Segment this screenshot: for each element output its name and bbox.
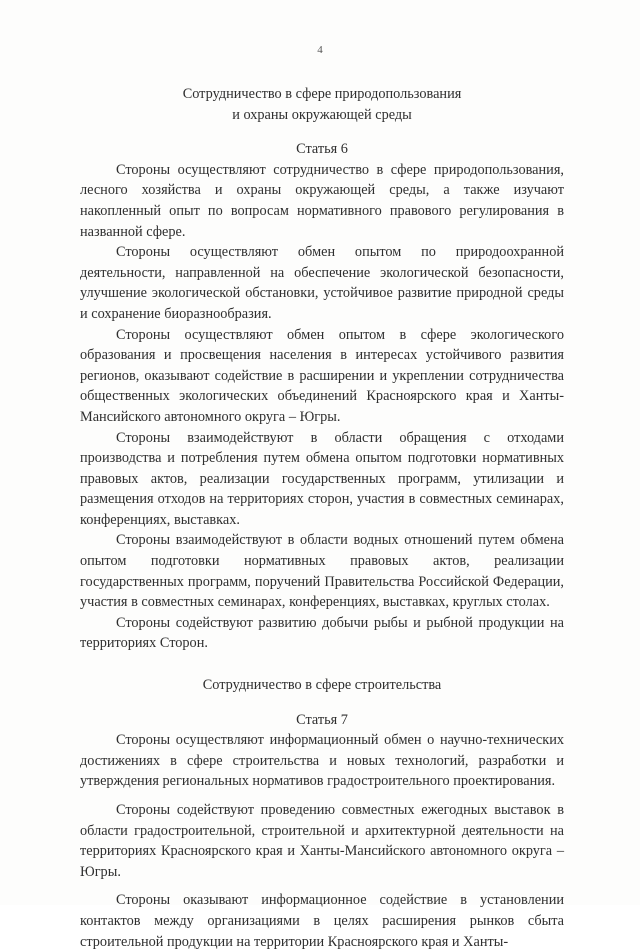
paragraph: Стороны взаимодействуют в области обращения с отходами производства и потребления путем обмена опытом подготовки нормативных правовых актов, реализации государственных программ, утилизации и размещения отходов на территориях сторон, участия в совместных семинарах, конференциях, выставках. xyxy=(80,429,564,528)
section-heading-line: и охраны окружающей среды xyxy=(232,106,412,123)
paragraph: Стороны взаимодействуют в области водных отношений путем обмена опытом подготовки нормативных правовых актов, реализации государственных программ, поручений Правительства Российской Федерации, участия в совместных семинарах, конференциях, выставках, круглых столах. xyxy=(80,532,564,611)
paragraph: Стороны осуществляют сотрудничество в сфере природопользования, лесного хозяйства и охраны окружающей среды, а также изучают накопленный опыт по вопросам нормативного правового регулирования в названной сфере. xyxy=(80,161,564,240)
document-body xyxy=(80,84,564,952)
section-heading-line: Сотрудничество в сфере строительства xyxy=(202,677,442,694)
section-heading-line: Сотрудничество в сфере природопользования xyxy=(182,86,462,102)
paragraph: Стороны оказывают информационное содействие в установлении контактов между организациями в целях расширения рынков сбыта строительной продукции на территории Красноярского края и Ханты- xyxy=(80,892,564,950)
page-number: 4 xyxy=(317,44,323,56)
paragraph: Стороны содействуют развитию добычи рыбы и рыбной продукции на территориях Сторон. xyxy=(80,614,564,652)
section-construction xyxy=(80,675,564,952)
paragraph: Стороны осуществляют информационный обмен о научно-технических достижениях в сфере строительства и новых технологий, разработки и утверждения региональных нормативов градостроительного проектирования. xyxy=(80,732,564,790)
paragraph: Стороны содействуют проведению совместных ежегодных выставок в области градостроительной, строительной и архитектурной деятельности на территориях Красноярского края и Ханты-Мансийского автономного округа – Югры. xyxy=(80,802,564,880)
article-title: Статья 7 xyxy=(296,711,348,728)
section-environment xyxy=(80,84,564,654)
paragraph: Стороны осуществляют обмен опытом по природоохранной деятельности, направленной на обеспечение экологической безопасности, улучшение экологической обстановки, устойчивое развитие природной среды и сохранение биоразнообразия. xyxy=(80,244,564,322)
paragraph: Стороны осуществляют обмен опытом в сфере экологического образования и просвещения населения в интересах устойчивого развития регионов, оказывают содействие в расширении и укреплении сотрудничества общественных экологических объединений Красноярского края и Ханты-Мансийского автономного округа – Югры. xyxy=(80,326,564,425)
article-title: Статья 6 xyxy=(296,141,348,158)
